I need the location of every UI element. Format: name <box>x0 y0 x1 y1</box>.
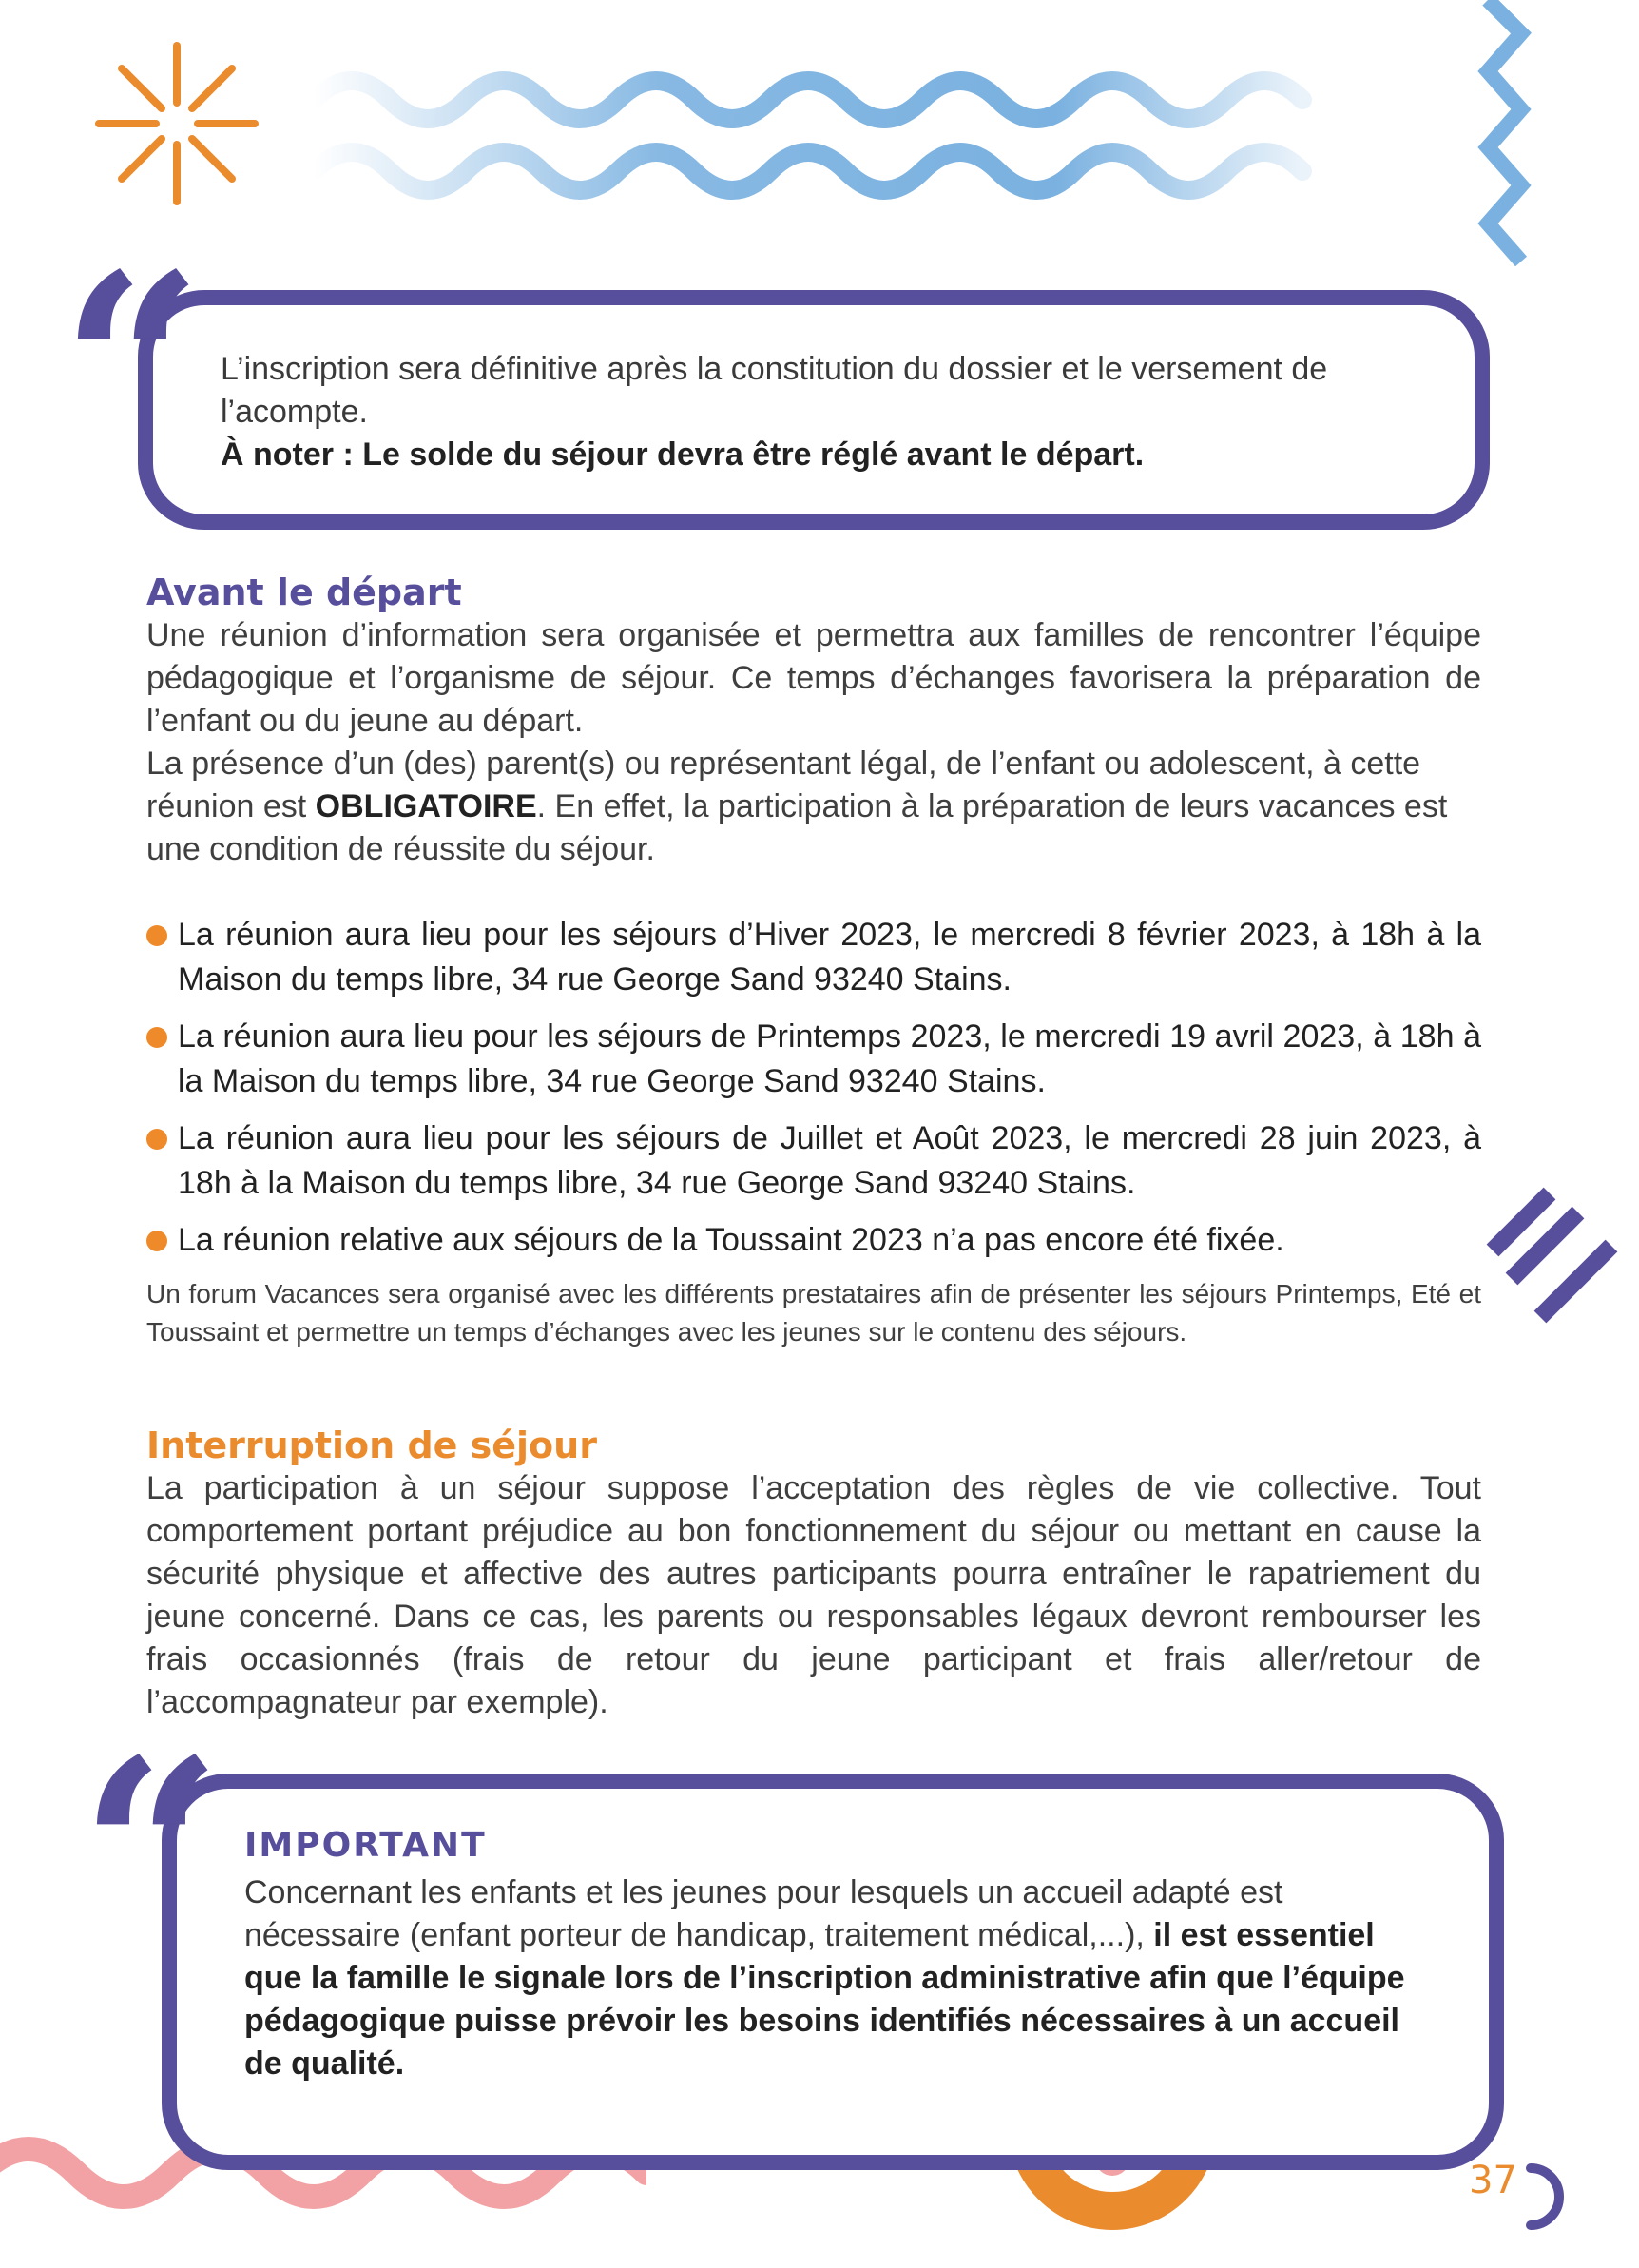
list-item-text: La réunion aura lieu pour les séjours de Juillet et Août 2023, le mercredi 28 juin 2023, à 18h à la Maison du temps libre, 34 rue George Sand 93240 Stains. <box>178 1120 1481 1201</box>
quote-top-line: L’inscription sera définitive après la constitution du dossier et le versement de l’acompte. <box>221 351 1328 430</box>
paragraph-interruption: La participation à un séjour suppose l’acceptation des règles de vie collective. Tout comportement portant préjudice au bon fonctionnement du séjour ou mettant en cause la sécurité physique et affective des autres participants pourra entraîner le rapatriement du jeune concerné. Dans ce cas, les parents ou responsables légaux devront rembourser les frais occasionnés (frais de retour du jeune participant et frais aller/retour de l’accompagnateur par exemple). <box>146 1470 1481 1720</box>
important-block <box>244 1824 1433 2085</box>
list-item <box>146 1015 1481 1104</box>
paragraph-reunion: Une réunion d’information sera organisée et permettra aux familles de rencontrer l’équipe pédagogique et l’organisme de séjour. Ce temps d’échanges favorisera la préparation de l’enfant ou du jeune au départ. <box>146 617 1481 739</box>
open-quote-icon: “ <box>61 221 203 511</box>
list-item <box>146 913 1481 1002</box>
list-item-text: La réunion aura lieu pour les séjours d’Hiver 2023, le mercredi 8 février 2023, à 18h à la Maison du temps libre, 34 rue George Sand 93240 Stains. <box>178 917 1481 998</box>
list-item <box>146 1218 1481 1263</box>
purple-arc-decoration <box>1512 2149 1588 2244</box>
bullet-dot-icon <box>146 1027 167 1048</box>
bullet-dot-icon <box>146 1129 167 1150</box>
open-quote-icon: “ <box>80 1706 222 1996</box>
list-item <box>146 1116 1481 1206</box>
page-number: 37 <box>1469 2159 1517 2202</box>
list-item-text: La réunion relative aux séjours de la Toussaint 2023 n’a pas encore été fixée. <box>178 1222 1284 1258</box>
list-item-text: La réunion aura lieu pour les séjours de Printemps 2023, le mercredi 19 avril 2023, à 18h à la Maison du temps libre, 34 rue George Sand 93240 Stains. <box>178 1018 1481 1099</box>
quote-top-text <box>221 348 1437 476</box>
forum-note: Un forum Vacances sera organisé avec les différents prestataires afin de présenter les séjours Printemps, Eté et Toussaint et permettre un temps d’échanges avec les jeunes sur le contenu des séjours. <box>146 1279 1481 1347</box>
important-text <box>244 1871 1433 2085</box>
blue-zigzag-decoration <box>1459 0 1554 276</box>
obligatoire-text: OBLIGATOIRE <box>315 788 537 824</box>
bullet-dot-icon <box>146 925 167 946</box>
paragraph-presence <box>146 743 1481 871</box>
meeting-list <box>146 913 1481 1351</box>
presence-text-start: La présence d’un (des) parent(s) ou représentant légal, de l’enfant ou adolescent, à cette réunion est <box>146 746 1421 824</box>
section-interruption <box>146 1424 1481 1724</box>
important-text-start: Concernant les enfants et les jeunes pour lesquels un accueil adapté est nécessaire (enfant porteur de handicap, traitement médical,...), <box>244 1874 1283 1953</box>
important-title: IMPORTANT <box>244 1826 487 1865</box>
presence-text-end: . En effet, la participation à la préparation de leurs vacances est une condition de réussite du séjour. <box>146 788 1448 867</box>
important-text-bold: il est essentiel que la famille le signale lors de l’inscription administrative afin que l’équipe pédagogique puisse prévoir les besoins identifiés nécessaires à un accueil de qualité. <box>244 1917 1405 2082</box>
quote-top-note: À noter : Le solde du séjour devra être réglé avant le départ. <box>221 436 1145 473</box>
blue-waves-decoration <box>314 57 1340 209</box>
diagonal-stripes-icon <box>1483 1184 1626 1327</box>
sunburst-icon <box>91 38 262 209</box>
bullet-dot-icon <box>146 1231 167 1251</box>
section-title-avant-depart: Avant le départ <box>146 572 462 613</box>
section-avant-depart <box>146 571 1481 871</box>
section-title-interruption: Interruption de séjour <box>146 1425 597 1466</box>
